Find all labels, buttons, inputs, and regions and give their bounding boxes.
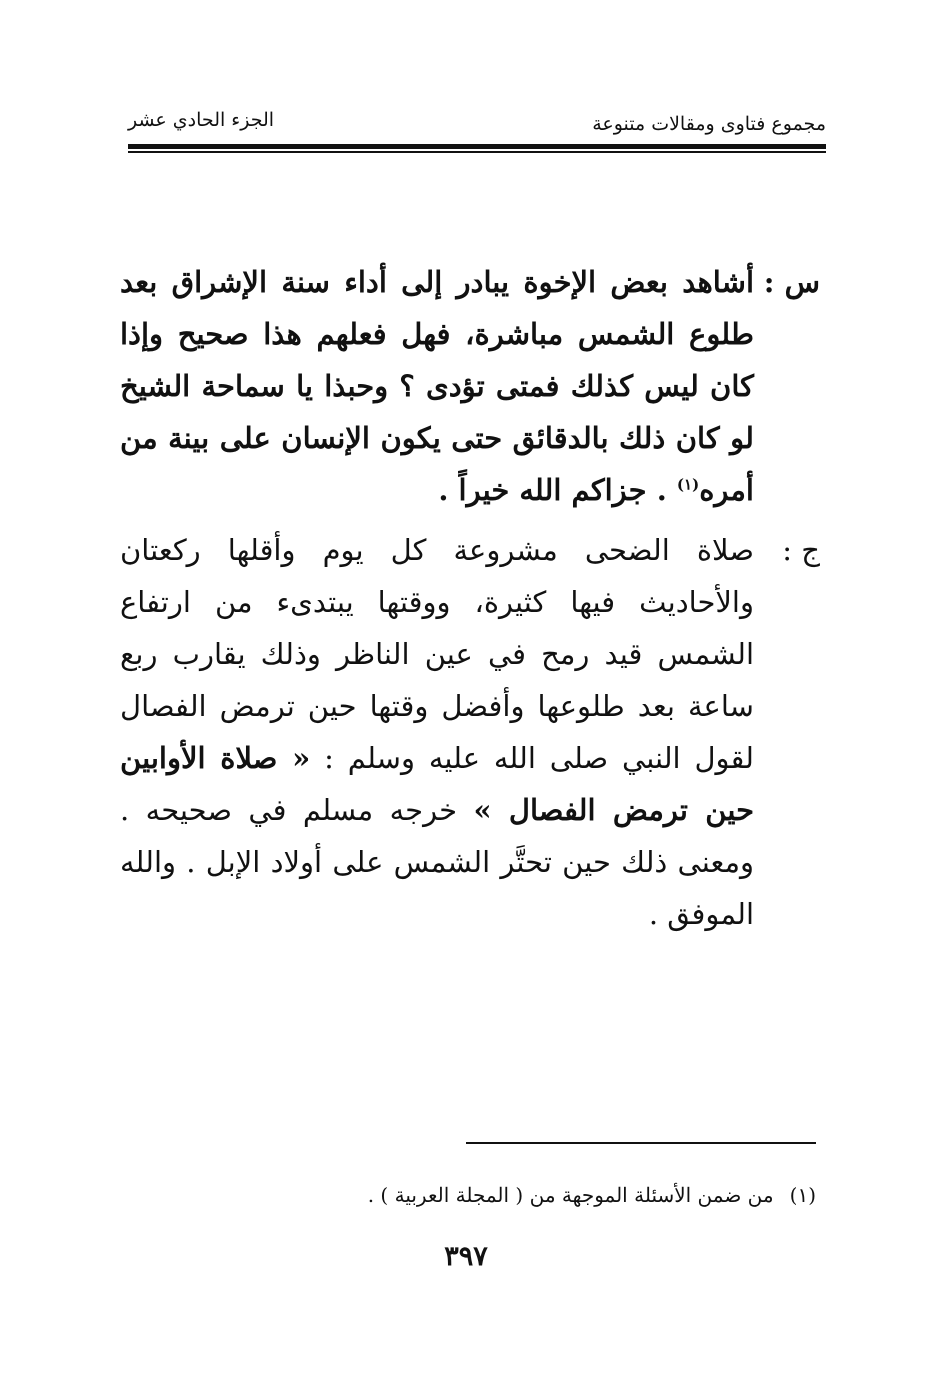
answer-text-after-quote: خرجه مسلم في صحيحه . ومعنى ذلك حين تحتَّر الشمس على أولاد الإبل . والله الموفق . (120, 793, 754, 931)
question-label: س : (763, 265, 820, 299)
page-number: ٣٩٧ (444, 1241, 488, 1272)
book-title: مجموع فتاوى ومقالات متنوعة (592, 113, 826, 135)
hadith-quote: « صلاة الأوابين حين ترمض الفصال » (120, 741, 755, 827)
footnote-marker: (١) (789, 1183, 816, 1207)
header-rule-thick (128, 144, 826, 149)
question-paragraph (120, 256, 820, 516)
question-text: أشاهد بعض الإخوة يبادر إلى أداء سنة الإشراق بعد طلوع الشمس مباشرة، فهل فعلهم هذا صحيح وإذا كان ليس كذلك فمتى تؤدى ؟ وحبذا يا سماحة الشيخ لو كان ذلك بالدقائق حتى يكون الإنسان على بينة من أمره (120, 265, 754, 507)
answer-text-before-quote: صلاة الضحى مشروعة كل يوم وأقلها ركعتان والأحاديث فيها كثيرة، ووقتها يبتدىء من ارتفاع الشمس قيد رمح في عين الناظر وذلك يقارب ربع ساعة بعد طلوعها وأفضل وقتها حين ترمض الفصال لقول النبي صلى الله عليه وسلم : (120, 533, 755, 775)
running-header (128, 104, 826, 140)
footnote (300, 1180, 816, 1210)
answer-paragraph (120, 524, 820, 940)
answer-label: ج : (782, 533, 820, 567)
footnote-rule (466, 1142, 816, 1144)
footnote-reference[interactable]: (١) (676, 475, 700, 494)
main-content (120, 256, 820, 940)
footnote-text: من ضمن الأسئلة الموجهة من ( المجلة العربية ) . (367, 1183, 774, 1207)
question-closing: . جزاكم الله خيراً . (438, 473, 667, 507)
volume-label: الجزء الحادي عشر (128, 109, 275, 131)
header-rule-thin (128, 151, 826, 153)
